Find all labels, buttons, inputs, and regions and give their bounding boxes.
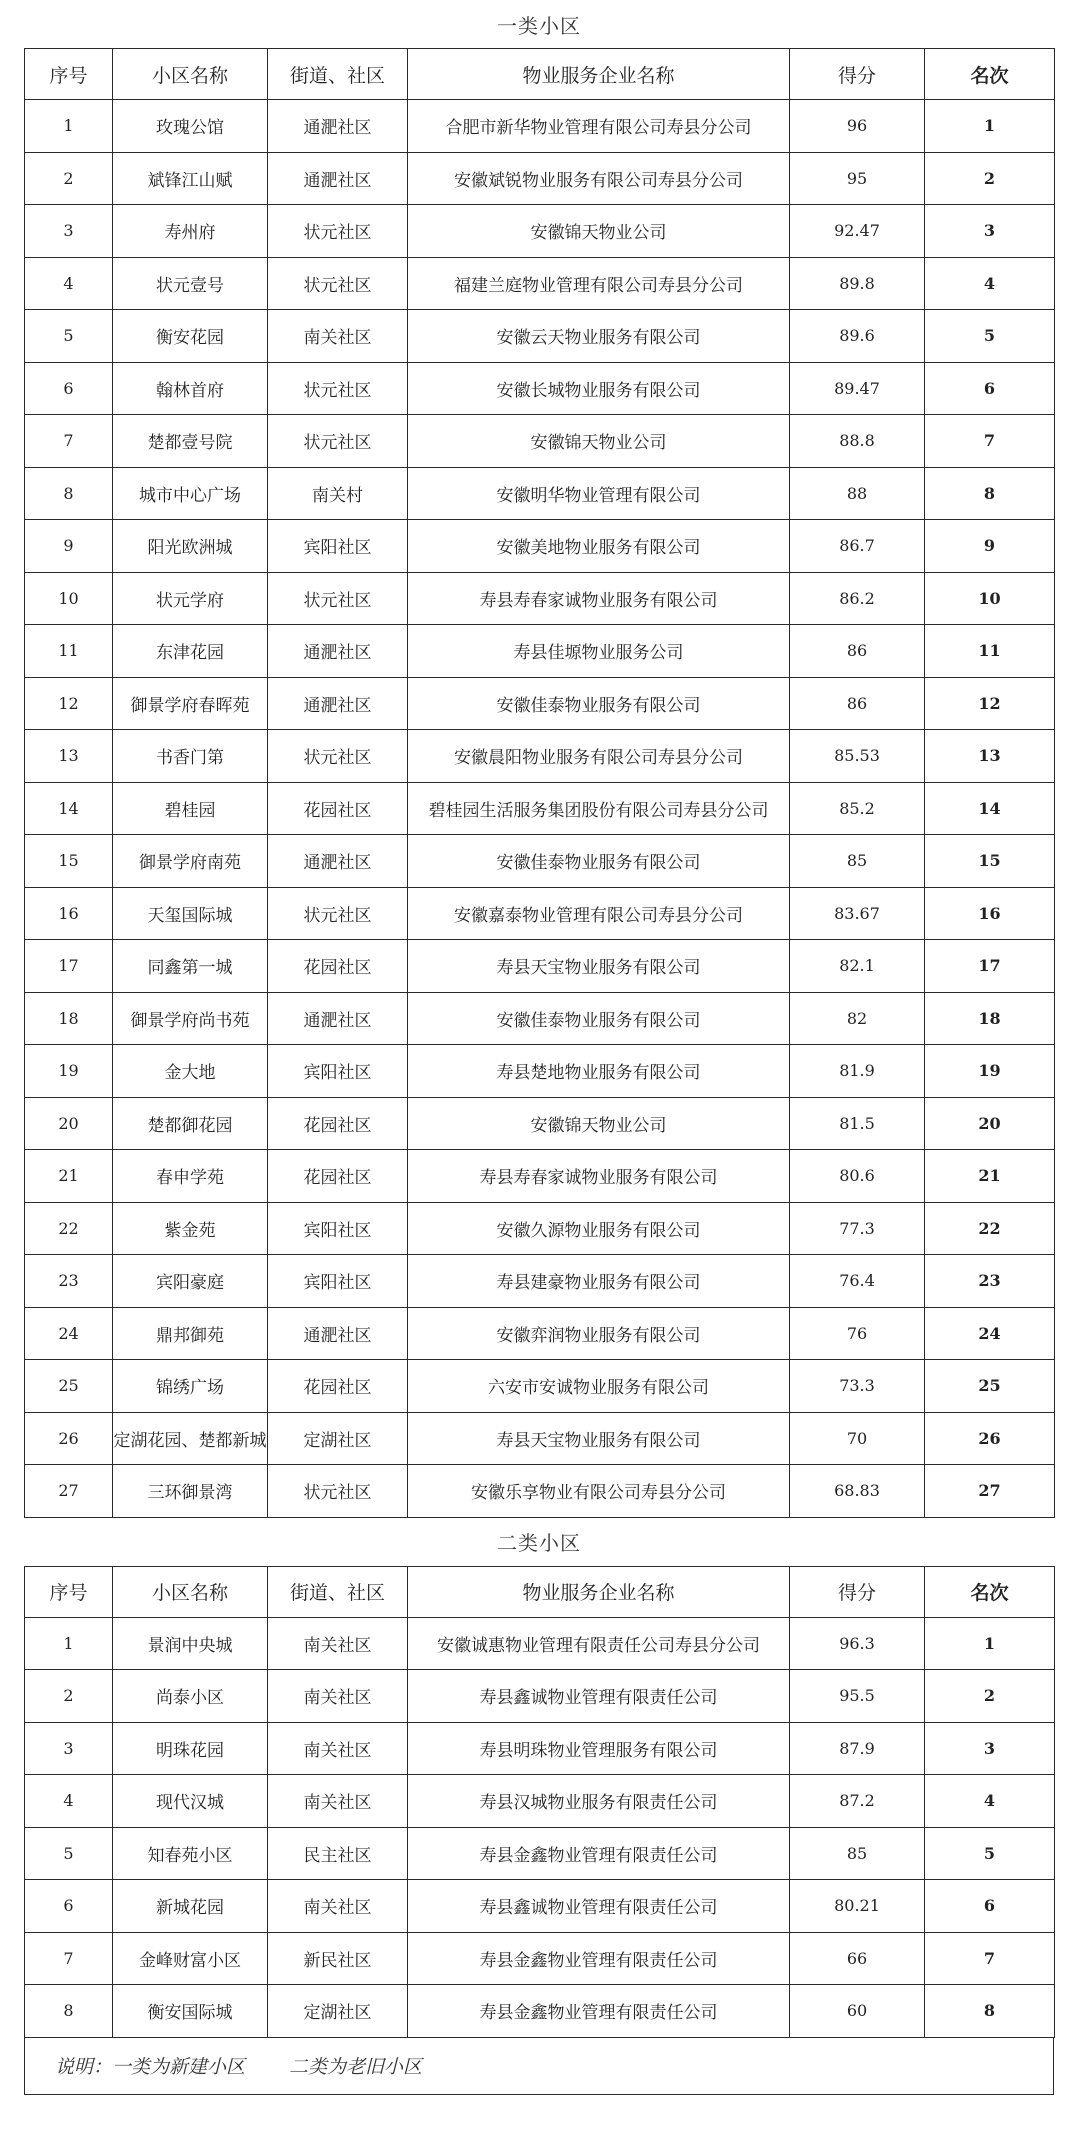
cell-score: 80.6 xyxy=(790,1150,925,1203)
header-score: 得分 xyxy=(790,1566,925,1617)
table-row xyxy=(25,1932,1055,1985)
cell-street: 定湖社区 xyxy=(268,1412,408,1465)
cell-index: 2 xyxy=(25,1670,113,1723)
cell-score: 81.9 xyxy=(790,1045,925,1098)
table-row xyxy=(25,152,1055,205)
cell-rank: 6 xyxy=(925,362,1055,415)
cell-rank: 3 xyxy=(925,205,1055,258)
cell-index: 15 xyxy=(25,835,113,888)
cell-name: 玫瑰公馆 xyxy=(113,100,268,153)
cell-company: 寿县寿春家诚物业服务有限公司 xyxy=(408,1150,790,1203)
cell-rank: 4 xyxy=(925,257,1055,310)
table-row xyxy=(25,1097,1055,1150)
cell-street: 花园社区 xyxy=(268,940,408,993)
cell-rank: 5 xyxy=(925,1827,1055,1880)
cell-street: 花园社区 xyxy=(268,1150,408,1203)
cell-index: 2 xyxy=(25,152,113,205)
cell-street: 状元社区 xyxy=(268,205,408,258)
header-company: 物业服务企业名称 xyxy=(408,1566,790,1617)
cell-index: 3 xyxy=(25,1722,113,1775)
cell-index: 6 xyxy=(25,362,113,415)
cell-company: 安徽锦天物业公司 xyxy=(408,415,790,468)
cell-street: 定湖社区 xyxy=(268,1985,408,2038)
cell-name: 宾阳豪庭 xyxy=(113,1255,268,1308)
cell-score: 95.5 xyxy=(790,1670,925,1723)
cell-score: 87.2 xyxy=(790,1775,925,1828)
cell-index: 4 xyxy=(25,257,113,310)
cell-company: 六安市安诚物业服务有限公司 xyxy=(408,1360,790,1413)
table-row xyxy=(25,1880,1055,1933)
cell-index: 24 xyxy=(25,1307,113,1360)
cell-index: 7 xyxy=(25,1932,113,1985)
cell-score: 96.3 xyxy=(790,1617,925,1670)
cell-street: 状元社区 xyxy=(268,257,408,310)
ranking-document xyxy=(24,0,1054,2095)
cell-rank: 8 xyxy=(925,467,1055,520)
cell-street: 状元社区 xyxy=(268,415,408,468)
cell-company: 安徽斌锐物业服务有限公司寿县分公司 xyxy=(408,152,790,205)
cell-index: 5 xyxy=(25,310,113,363)
cell-street: 南关社区 xyxy=(268,1670,408,1723)
cell-index: 1 xyxy=(25,100,113,153)
header-name: 小区名称 xyxy=(113,1566,268,1617)
footnote-class1: 说明：一类为新建小区 xyxy=(55,2056,246,2078)
cell-company: 碧桂园生活服务集团股份有限公司寿县分公司 xyxy=(408,782,790,835)
table-row xyxy=(25,205,1055,258)
cell-street: 状元社区 xyxy=(268,1465,408,1518)
cell-company: 安徽嘉泰物业管理有限公司寿县分公司 xyxy=(408,887,790,940)
cell-rank: 25 xyxy=(925,1360,1055,1413)
table-row xyxy=(25,362,1055,415)
cell-company: 寿县天宝物业服务有限公司 xyxy=(408,1412,790,1465)
cell-score: 76 xyxy=(790,1307,925,1360)
cell-street: 民主社区 xyxy=(268,1827,408,1880)
cell-rank: 1 xyxy=(925,100,1055,153)
cell-name: 定湖花园、楚都新城 xyxy=(113,1412,268,1465)
header-rank: 名次 xyxy=(925,49,1055,100)
cell-name: 尚泰小区 xyxy=(113,1670,268,1723)
cell-rank: 12 xyxy=(925,677,1055,730)
cell-company: 安徽美地物业服务有限公司 xyxy=(408,520,790,573)
cell-rank: 11 xyxy=(925,625,1055,678)
cell-name: 天玺国际城 xyxy=(113,887,268,940)
cell-name: 寿州府 xyxy=(113,205,268,258)
cell-company: 福建兰庭物业管理有限公司寿县分公司 xyxy=(408,257,790,310)
cell-rank: 16 xyxy=(925,887,1055,940)
cell-company: 安徽晨阳物业服务有限公司寿县分公司 xyxy=(408,730,790,783)
cell-name: 现代汉城 xyxy=(113,1775,268,1828)
cell-index: 10 xyxy=(25,572,113,625)
cell-name: 斌锋江山赋 xyxy=(113,152,268,205)
cell-score: 83.67 xyxy=(790,887,925,940)
cell-index: 20 xyxy=(25,1097,113,1150)
cell-rank: 24 xyxy=(925,1307,1055,1360)
cell-rank: 17 xyxy=(925,940,1055,993)
cell-index: 19 xyxy=(25,1045,113,1098)
cell-score: 92.47 xyxy=(790,205,925,258)
header-index: 序号 xyxy=(25,49,113,100)
cell-company: 寿县楚地物业服务有限公司 xyxy=(408,1045,790,1098)
header-rank: 名次 xyxy=(925,1566,1055,1617)
cell-company: 安徽锦天物业公司 xyxy=(408,205,790,258)
cell-street: 宾阳社区 xyxy=(268,520,408,573)
table-row xyxy=(25,730,1055,783)
cell-street: 通淝社区 xyxy=(268,1307,408,1360)
footnote-class2: 二类为老旧小区 xyxy=(289,2056,423,2078)
cell-company: 安徽锦天物业公司 xyxy=(408,1097,790,1150)
cell-rank: 2 xyxy=(925,1670,1055,1723)
cell-company: 寿县鑫诚物业管理有限责任公司 xyxy=(408,1880,790,1933)
header-street: 街道、社区 xyxy=(268,1566,408,1617)
table-row xyxy=(25,1255,1055,1308)
cell-name: 金峰财富小区 xyxy=(113,1932,268,1985)
cell-index: 12 xyxy=(25,677,113,730)
cell-index: 3 xyxy=(25,205,113,258)
cell-rank: 19 xyxy=(925,1045,1055,1098)
cell-company: 安徽乐享物业有限公司寿县分公司 xyxy=(408,1465,790,1518)
cell-company: 寿县金鑫物业管理有限责任公司 xyxy=(408,1827,790,1880)
cell-street: 南关村 xyxy=(268,467,408,520)
table-row xyxy=(25,835,1055,888)
cell-index: 21 xyxy=(25,1150,113,1203)
cell-score: 70 xyxy=(790,1412,925,1465)
cell-rank: 10 xyxy=(925,572,1055,625)
cell-score: 81.5 xyxy=(790,1097,925,1150)
cell-score: 68.83 xyxy=(790,1465,925,1518)
cell-company: 寿县建豪物业服务有限公司 xyxy=(408,1255,790,1308)
cell-score: 85 xyxy=(790,1827,925,1880)
table-row xyxy=(25,1412,1055,1465)
cell-index: 25 xyxy=(25,1360,113,1413)
class2-table xyxy=(24,1566,1055,2038)
cell-street: 通淝社区 xyxy=(268,625,408,678)
cell-street: 通淝社区 xyxy=(268,835,408,888)
cell-street: 状元社区 xyxy=(268,362,408,415)
cell-score: 87.9 xyxy=(790,1722,925,1775)
cell-company: 安徽云天物业服务有限公司 xyxy=(408,310,790,363)
table-row xyxy=(25,1465,1055,1518)
table-row xyxy=(25,887,1055,940)
cell-street: 宾阳社区 xyxy=(268,1255,408,1308)
cell-score: 77.3 xyxy=(790,1202,925,1255)
cell-rank: 18 xyxy=(925,992,1055,1045)
table-row xyxy=(25,257,1055,310)
cell-score: 86.7 xyxy=(790,520,925,573)
class1-body xyxy=(25,100,1055,1518)
cell-name: 状元壹号 xyxy=(113,257,268,310)
header-score: 得分 xyxy=(790,49,925,100)
cell-score: 89.8 xyxy=(790,257,925,310)
table-row xyxy=(25,625,1055,678)
cell-company: 安徽久源物业服务有限公司 xyxy=(408,1202,790,1255)
cell-index: 16 xyxy=(25,887,113,940)
cell-name: 明珠花园 xyxy=(113,1722,268,1775)
cell-street: 南关社区 xyxy=(268,1775,408,1828)
cell-name: 三环御景湾 xyxy=(113,1465,268,1518)
cell-name: 阳光欧洲城 xyxy=(113,520,268,573)
class2-header-row xyxy=(25,1566,1055,1617)
table-row xyxy=(25,1985,1055,2038)
cell-rank: 5 xyxy=(925,310,1055,363)
cell-score: 85.53 xyxy=(790,730,925,783)
table-row xyxy=(25,1670,1055,1723)
cell-company: 安徽佳泰物业服务有限公司 xyxy=(408,835,790,888)
cell-street: 通淝社区 xyxy=(268,100,408,153)
cell-rank: 27 xyxy=(925,1465,1055,1518)
cell-street: 南关社区 xyxy=(268,310,408,363)
cell-score: 82.1 xyxy=(790,940,925,993)
cell-rank: 13 xyxy=(925,730,1055,783)
cell-name: 状元学府 xyxy=(113,572,268,625)
cell-company: 安徽诚惠物业管理有限责任公司寿县分公司 xyxy=(408,1617,790,1670)
cell-rank: 14 xyxy=(925,782,1055,835)
cell-company: 寿县金鑫物业管理有限责任公司 xyxy=(408,1985,790,2038)
table-row xyxy=(25,520,1055,573)
table-row xyxy=(25,1617,1055,1670)
cell-company: 寿县寿春家诚物业服务有限公司 xyxy=(408,572,790,625)
cell-name: 衡安花园 xyxy=(113,310,268,363)
cell-index: 5 xyxy=(25,1827,113,1880)
cell-name: 御景学府尚书苑 xyxy=(113,992,268,1045)
cell-company: 合肥市新华物业管理有限公司寿县分公司 xyxy=(408,100,790,153)
cell-rank: 6 xyxy=(925,1880,1055,1933)
cell-street: 花园社区 xyxy=(268,1097,408,1150)
cell-name: 新城花园 xyxy=(113,1880,268,1933)
table-row xyxy=(25,1827,1055,1880)
cell-rank: 15 xyxy=(925,835,1055,888)
cell-score: 66 xyxy=(790,1932,925,1985)
cell-name: 楚都壹号院 xyxy=(113,415,268,468)
cell-street: 状元社区 xyxy=(268,572,408,625)
cell-rank: 26 xyxy=(925,1412,1055,1465)
cell-street: 通淝社区 xyxy=(268,992,408,1045)
cell-index: 7 xyxy=(25,415,113,468)
cell-street: 状元社区 xyxy=(268,730,408,783)
cell-company: 寿县鑫诚物业管理有限责任公司 xyxy=(408,1670,790,1723)
cell-rank: 3 xyxy=(925,1722,1055,1775)
cell-street: 通淝社区 xyxy=(268,677,408,730)
cell-company: 安徽明华物业管理有限公司 xyxy=(408,467,790,520)
cell-rank: 8 xyxy=(925,1985,1055,2038)
cell-index: 13 xyxy=(25,730,113,783)
cell-name: 御景学府南苑 xyxy=(113,835,268,888)
cell-score: 85 xyxy=(790,835,925,888)
table-row xyxy=(25,1775,1055,1828)
table-row xyxy=(25,992,1055,1045)
table-row xyxy=(25,1307,1055,1360)
cell-score: 89.47 xyxy=(790,362,925,415)
cell-rank: 23 xyxy=(925,1255,1055,1308)
header-index: 序号 xyxy=(25,1566,113,1617)
cell-street: 南关社区 xyxy=(268,1880,408,1933)
cell-rank: 7 xyxy=(925,1932,1055,1985)
cell-index: 27 xyxy=(25,1465,113,1518)
cell-score: 95 xyxy=(790,152,925,205)
cell-rank: 4 xyxy=(925,1775,1055,1828)
table-row xyxy=(25,310,1055,363)
cell-name: 碧桂园 xyxy=(113,782,268,835)
cell-score: 96 xyxy=(790,100,925,153)
cell-name: 春申学苑 xyxy=(113,1150,268,1203)
cell-name: 楚都御花园 xyxy=(113,1097,268,1150)
cell-score: 86.2 xyxy=(790,572,925,625)
header-company: 物业服务企业名称 xyxy=(408,49,790,100)
cell-name: 金大地 xyxy=(113,1045,268,1098)
cell-street: 宾阳社区 xyxy=(268,1045,408,1098)
cell-index: 9 xyxy=(25,520,113,573)
cell-rank: 21 xyxy=(925,1150,1055,1203)
cell-company: 安徽长城物业服务有限公司 xyxy=(408,362,790,415)
table-row xyxy=(25,415,1055,468)
footnote xyxy=(24,2038,1054,2095)
cell-company: 寿县天宝物业服务有限公司 xyxy=(408,940,790,993)
table-row xyxy=(25,572,1055,625)
cell-score: 86 xyxy=(790,677,925,730)
cell-street: 新民社区 xyxy=(268,1932,408,1985)
class1-header-row xyxy=(25,49,1055,100)
cell-rank: 20 xyxy=(925,1097,1055,1150)
class2-body xyxy=(25,1617,1055,2037)
cell-score: 88.8 xyxy=(790,415,925,468)
cell-street: 状元社区 xyxy=(268,887,408,940)
cell-index: 8 xyxy=(25,467,113,520)
cell-rank: 9 xyxy=(925,520,1055,573)
cell-name: 东津花园 xyxy=(113,625,268,678)
cell-street: 通淝社区 xyxy=(268,152,408,205)
cell-rank: 22 xyxy=(925,1202,1055,1255)
cell-company: 安徽佳泰物业服务有限公司 xyxy=(408,677,790,730)
header-name: 小区名称 xyxy=(113,49,268,100)
cell-company: 安徽弈润物业服务有限公司 xyxy=(408,1307,790,1360)
cell-company: 寿县明珠物业管理服务有限公司 xyxy=(408,1722,790,1775)
cell-score: 80.21 xyxy=(790,1880,925,1933)
table-row xyxy=(25,467,1055,520)
table-row xyxy=(25,1722,1055,1775)
cell-score: 88 xyxy=(790,467,925,520)
cell-index: 22 xyxy=(25,1202,113,1255)
cell-name: 衡安国际城 xyxy=(113,1985,268,2038)
cell-rank: 7 xyxy=(925,415,1055,468)
header-street: 街道、社区 xyxy=(268,49,408,100)
class1-table xyxy=(24,48,1055,1518)
cell-index: 1 xyxy=(25,1617,113,1670)
cell-index: 14 xyxy=(25,782,113,835)
cell-name: 知春苑小区 xyxy=(113,1827,268,1880)
cell-score: 76.4 xyxy=(790,1255,925,1308)
cell-index: 8 xyxy=(25,1985,113,2038)
cell-index: 23 xyxy=(25,1255,113,1308)
cell-street: 南关社区 xyxy=(268,1617,408,1670)
table-row xyxy=(25,1045,1055,1098)
cell-rank: 1 xyxy=(925,1617,1055,1670)
cell-name: 城市中心广场 xyxy=(113,467,268,520)
cell-name: 锦绣广场 xyxy=(113,1360,268,1413)
table-row xyxy=(25,1360,1055,1413)
cell-index: 11 xyxy=(25,625,113,678)
table-row xyxy=(25,1202,1055,1255)
cell-score: 86 xyxy=(790,625,925,678)
table-row xyxy=(25,100,1055,153)
cell-street: 南关社区 xyxy=(268,1722,408,1775)
cell-name: 书香门第 xyxy=(113,730,268,783)
cell-score: 73.3 xyxy=(790,1360,925,1413)
cell-street: 宾阳社区 xyxy=(268,1202,408,1255)
cell-name: 鼎邦御苑 xyxy=(113,1307,268,1360)
cell-index: 4 xyxy=(25,1775,113,1828)
cell-name: 景润中央城 xyxy=(113,1617,268,1670)
cell-score: 82 xyxy=(790,992,925,1045)
cell-company: 寿县汉城物业服务有限责任公司 xyxy=(408,1775,790,1828)
cell-name: 紫金苑 xyxy=(113,1202,268,1255)
cell-company: 安徽佳泰物业服务有限公司 xyxy=(408,992,790,1045)
table-row xyxy=(25,782,1055,835)
cell-score: 60 xyxy=(790,1985,925,2038)
cell-index: 17 xyxy=(25,940,113,993)
cell-name: 翰林首府 xyxy=(113,362,268,415)
table-row xyxy=(25,1150,1055,1203)
cell-score: 85.2 xyxy=(790,782,925,835)
cell-index: 26 xyxy=(25,1412,113,1465)
cell-name: 同鑫第一城 xyxy=(113,940,268,993)
cell-index: 18 xyxy=(25,992,113,1045)
cell-score: 89.6 xyxy=(790,310,925,363)
table-row xyxy=(25,677,1055,730)
cell-index: 6 xyxy=(25,1880,113,1933)
class2-title: 二类小区 xyxy=(497,1531,581,1555)
cell-name: 御景学府春晖苑 xyxy=(113,677,268,730)
cell-rank: 2 xyxy=(925,152,1055,205)
cell-company: 寿县佳塬物业服务公司 xyxy=(408,625,790,678)
cell-company: 寿县金鑫物业管理有限责任公司 xyxy=(408,1932,790,1985)
class1-title: 一类小区 xyxy=(497,13,581,38)
table-row xyxy=(25,940,1055,993)
cell-street: 花园社区 xyxy=(268,782,408,835)
cell-street: 花园社区 xyxy=(268,1360,408,1413)
